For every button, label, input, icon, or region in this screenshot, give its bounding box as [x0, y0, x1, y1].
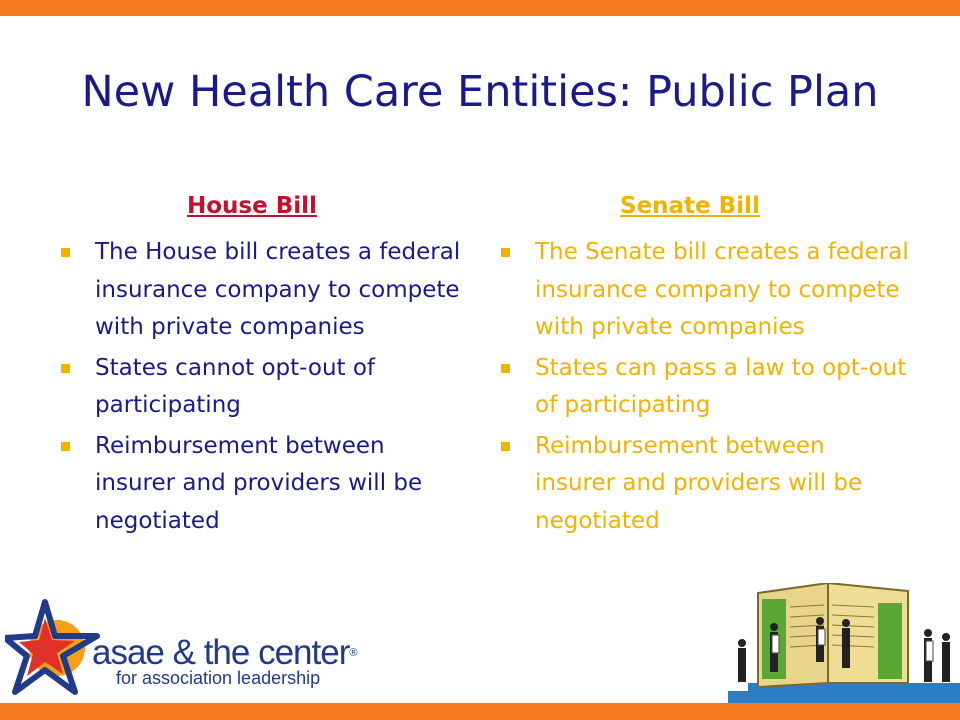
list-item	[60, 428, 470, 541]
house-bill-column	[60, 190, 470, 543]
bullet-square-icon	[501, 364, 510, 373]
list-item	[60, 350, 470, 425]
star-logo-icon	[5, 596, 105, 696]
bullet-text: Reimbursement between insurer and providers will be negotiated	[95, 432, 423, 534]
list-item	[60, 234, 470, 347]
house-bill-bullets	[60, 234, 470, 540]
bullet-text: The Senate bill creates a federal insurance company to compete with private companies	[535, 239, 909, 340]
bullet-square-icon	[501, 248, 510, 257]
bullet-text: The House bill creates a federal insurance company to compete with private companies	[95, 239, 461, 340]
bottom-accent-bar	[0, 703, 960, 720]
bullet-square-icon	[501, 442, 510, 451]
senate-bill-column	[500, 190, 910, 543]
bullet-text: States cannot opt-out of participating	[95, 354, 376, 418]
bullet-square-icon	[61, 248, 70, 257]
senate-bill-bullets	[500, 234, 910, 540]
list-item	[500, 428, 910, 541]
bullet-square-icon	[61, 364, 70, 373]
bullet-text: States can pass a law to opt-out of participating	[535, 354, 907, 418]
slide-title: New Health Care Entities: Public Plan	[81, 67, 879, 117]
senate-bill-heading: Senate Bill	[620, 193, 760, 219]
bullet-square-icon	[61, 442, 70, 451]
bullet-text: Reimbursement between insurer and providers will be negotiated	[535, 432, 863, 534]
house-bill-heading: House Bill	[187, 193, 317, 219]
list-item	[500, 234, 910, 347]
book-with-people-illustration	[728, 583, 960, 703]
logo-main-label: asae & the center	[92, 633, 350, 672]
trademark-mark: ®	[349, 647, 357, 659]
top-accent-bar	[0, 0, 960, 16]
list-item	[500, 350, 910, 425]
logo-main-text	[92, 634, 356, 672]
logo-sub-text: for association leadership	[116, 668, 321, 688]
